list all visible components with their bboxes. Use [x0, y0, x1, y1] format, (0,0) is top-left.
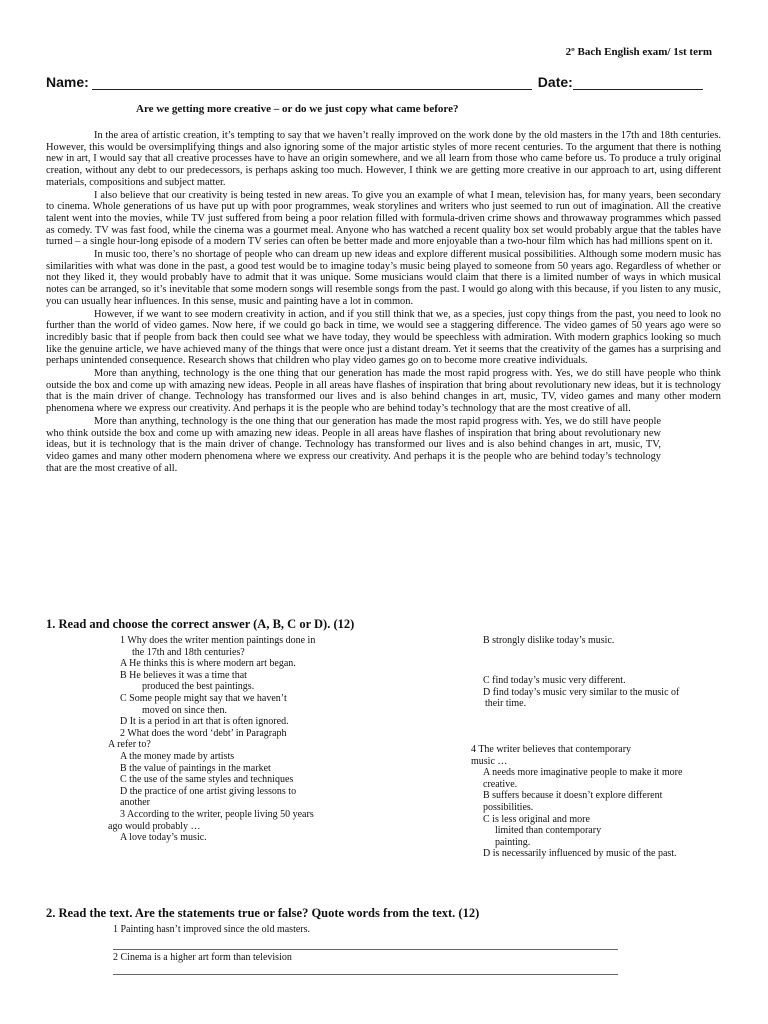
article-paragraph: In music too, there’s no shortage of people who can dream up new ideas and explore different musical possibilities. Although some modern music has similarities with what was done in the past, a good test would be to imagine today’s music being played to someone from 50 years ago. Regardless of whether or not they liked it, they would probably have to admit that it was unique. Some musicians would claim that there is a limited number of ways in which musical notes can be arranged, so it’s inevitable that some modern songs will resemble songs from the past. I would go along with this because, if you listen to any music, you can usually hear influences. In this sense, music and painting have a lot in common. [46, 249, 721, 307]
option[interactable]: D It is a period in art that is often ignored. [120, 716, 289, 728]
exam-header: 2º Bach English exam/ 1st term [565, 46, 712, 58]
option[interactable]: A needs more imaginative people to make it more [483, 767, 683, 779]
option[interactable]: B strongly dislike today’s music. [483, 635, 615, 646]
article-paragraph: I also believe that our creativity is being tested in new areas. To give you an example of what I mean, television has, for many years, been secondary to cinema. Whole generations of us have put up with poor programmes, weak storylines and writers who just seemed to run out of imagination. All the creative talent went into the movies, while TV just suffered from being a poor relation filled with formula-driven crime shows and throwaway programmes which passed as comedy. TV was fast food, while the cinema was a gourmet meal. Anyone who has watched a recent quality box set would probably argue that the tables have turned – a single hour-long episode of a modern TV series can often be better made and more enjoyable than a two-hour film which has had millions spent on it. [46, 189, 721, 248]
option[interactable]: C Some people might say that we haven’t [120, 692, 287, 704]
option[interactable]: A He thinks this is where modern art began. [120, 658, 296, 670]
answer-line-1[interactable] [113, 949, 618, 950]
option[interactable]: C is less original and more [483, 813, 590, 825]
question-3: 3 According to the writer, people living 50 years [120, 808, 314, 820]
question-2-cont: A refer to? [108, 739, 151, 751]
section2-title: 2. Read the text. Are the statements true or false? Quote words from the text. (12) [46, 906, 480, 920]
statement-2: 2 Cinema is a higher art form than television [113, 952, 292, 963]
option[interactable]: D is necessarily influenced by music of the past. [483, 848, 677, 860]
option[interactable]: C find today’s music very different. [483, 675, 626, 686]
option[interactable]: B suffers because it doesn’t explore different [483, 790, 663, 802]
option-cont: painting. [495, 836, 531, 848]
article-paragraph: However, if we want to see modern creativity in action, and if you still think that we, as a species, just copy things from the past, you need to look no further than the world of video games. Now here, if we could go back in time, we would see a staggering difference. The video games of 50 years ago were so incredibly basic that if people from back then could see what we have today, they would be speechless with admiration. With modern graphics looking so much like the genuine article, we have achieved many of the things that were once just a distant dream. Yet it seems that the creativity of the games has a surprising and perhaps unintended consequence. Research shows that children who play video games go on to become more creative individuals. [46, 308, 721, 367]
question-1: 1 Why does the writer mention paintings done in [120, 635, 316, 646]
article-paragraph: More than anything, technology is the one thing that our generation has made the most rapid progress with. Yes, we do still have people who think outside the box and come up with amazing new ideas. People in all areas have flashes of inspiration that bring about revolutionary new ideas, but it is technology that is the main driver of change. Technology has transformed our lives and is also behind changes in art, music, TV, video games and many other modern phenomena where we express our creativity. And perhaps it is the people who are behind today’s technology that are the most creative of all. [46, 415, 661, 474]
date-label: Date: [537, 74, 573, 90]
option-cont: their time. [485, 698, 527, 710]
article-title: Are we getting more creative – or do we just copy what came before? [136, 103, 459, 115]
article-paragraph: In the area of artistic creation, it’s tempting to say that we haven’t really improved on the work done by the old masters in the 17th and 18th centuries. However, this would be oversimplifying things and also ignoring some of the major artistic styles of more recent centuries. To the argument that there is nothing new in art, I would say that all creative processes have to have an origin somewhere, and we all learn from those who came before us. To produce a truly original creation, without any debt to our predecessors, is perhaps asking too much. However, I think we are getting more creative in our approach to art, using different materials, compositions and subject matter. [46, 130, 721, 188]
option-cont: limited than contemporary [495, 825, 602, 837]
option[interactable]: B He believes it was a time that [120, 669, 247, 681]
questions-right-column-top [483, 635, 728, 647]
question-4: 4 The writer believes that contemporary [471, 744, 632, 755]
option-cont: another [120, 797, 150, 809]
question-2: 2 What does the word ‘debt’ in Paragraph [120, 727, 287, 739]
article-paragraph: More than anything, technology is the one thing that our generation has made the most rapid progress with. Yes, we do still have people who think outside the box and come up with amazing new ideas. People in all areas have flashes of inspiration that bring about revolutionary new ideas, but it is technology that is the main driver of change. Technology has transformed our lives and is also behind changes in art, music, TV, video games and many other modern phenomena where we express our creativity. And perhaps it is the people who are behind today’s technology that are the most creative of all. [46, 368, 721, 415]
option-cont: produced the best paintings. [142, 681, 255, 693]
questions-right-column-bottom [471, 744, 721, 860]
question-1-cont: the 17th and 18th centuries? [132, 646, 245, 658]
option[interactable]: D the practice of one artist giving lessons to [120, 785, 297, 797]
option-cont: possibilities. [483, 801, 534, 813]
option[interactable]: C the use of the same styles and techniques [120, 774, 294, 786]
option[interactable]: B the value of paintings in the market [120, 762, 271, 774]
questions-right-column-mid [483, 675, 728, 710]
questions-left-column [108, 635, 378, 844]
option-cont: creative. [483, 778, 518, 790]
name-label: Name: [46, 74, 89, 90]
name-date-row [46, 74, 706, 90]
question-4-cont: music … [471, 755, 508, 767]
option-cont: moved on since then. [142, 704, 227, 716]
option[interactable]: A the money made by artists [120, 750, 235, 762]
name-field[interactable] [92, 75, 532, 90]
section1-title: 1. Read and choose the correct answer (A, B, C or D). (12) [46, 617, 355, 631]
date-field[interactable] [573, 75, 703, 90]
article-body [46, 130, 721, 475]
option[interactable]: D find today’s music very similar to the music of [483, 686, 680, 698]
statement-1: 1 Painting hasn’t improved since the old masters. [113, 924, 311, 935]
option[interactable]: A love today’s music. [120, 832, 207, 844]
question-3-cont: ago would probably … [108, 820, 201, 832]
answer-line-2[interactable] [113, 974, 618, 975]
